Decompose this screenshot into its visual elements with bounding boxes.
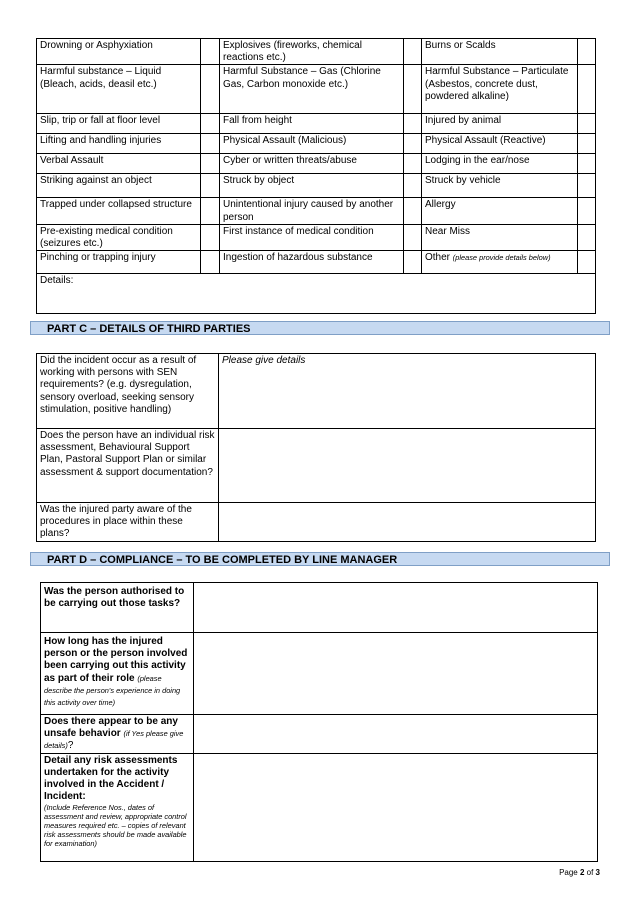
authorised-answer-field[interactable] — [194, 583, 598, 633]
hazard-row — [37, 174, 596, 198]
hazard-row — [37, 134, 596, 154]
hazard-label: Other — [425, 252, 451, 264]
hazard-checkbox[interactable] — [404, 134, 422, 154]
hazard-checkbox[interactable] — [404, 154, 422, 174]
hazard-label: Physical Assault (Reactive) — [422, 134, 578, 154]
compliance-row — [41, 753, 598, 861]
hazard-label: Burns or Scalds — [422, 39, 578, 65]
procedures-awareness-question: Was the injured party aware of the procedures in place within these plans? — [37, 503, 219, 542]
hazard-row — [37, 114, 596, 134]
hazard-checkbox[interactable] — [578, 39, 596, 65]
risk-assessments-question-cell — [41, 753, 194, 861]
hazard-label: Struck by vehicle — [422, 174, 578, 198]
hazard-label: Near Miss — [422, 224, 578, 250]
unsafe-behavior-question-cell — [41, 715, 194, 754]
hazard-checkbox[interactable] — [404, 251, 422, 274]
hazard-label: Harmful Substance – Gas (Chlorine Gas, Carbon monoxide etc.) — [220, 65, 404, 114]
compliance-row — [41, 583, 598, 633]
hazard-checkbox[interactable] — [404, 198, 422, 224]
hazard-checkbox[interactable] — [578, 174, 596, 198]
hazard-checkbox[interactable] — [201, 198, 220, 224]
third-parties-table — [36, 353, 596, 542]
hazard-checkbox[interactable] — [404, 39, 422, 65]
hazard-label: Unintentional injury caused by another person — [220, 198, 404, 224]
experience-answer-field[interactable] — [194, 633, 598, 715]
hazard-checkbox[interactable] — [578, 251, 596, 274]
hazard-checkbox[interactable] — [578, 198, 596, 224]
hazard-checkbox[interactable] — [201, 65, 220, 114]
hazard-label: Striking against an object — [37, 174, 201, 198]
hazard-label: Struck by object — [220, 174, 404, 198]
hazard-checkbox[interactable] — [404, 174, 422, 198]
details-label: Details: — [40, 275, 74, 287]
hazard-label: Harmful substance – Liquid (Bleach, acids, deasil etc.) — [37, 65, 201, 114]
hazard-checkbox[interactable] — [201, 224, 220, 250]
hazard-checkbox[interactable] — [578, 224, 596, 250]
sen-details-field[interactable]: Please give details — [219, 354, 596, 429]
hazard-row — [37, 154, 596, 174]
hazard-row — [37, 198, 596, 224]
hazard-checkbox[interactable] — [201, 114, 220, 134]
hazard-label: Harmful Substance – Particulate (Asbestos, concrete dust, powdered alkaline) — [422, 65, 578, 114]
hazard-checkbox[interactable] — [578, 154, 596, 174]
hazard-row — [37, 224, 596, 250]
procedures-awareness-answer-field[interactable] — [219, 503, 596, 542]
authorised-question: Was the person authorised to be carrying out those tasks? — [41, 583, 194, 633]
hazard-checkbox[interactable] — [578, 65, 596, 114]
hazard-label: First instance of medical condition — [220, 224, 404, 250]
page-number: Page 2 of 3 — [559, 868, 600, 877]
hazard-label: Injured by animal — [422, 114, 578, 134]
unsafe-behavior-question-mark: ? — [67, 740, 74, 752]
hazard-label: Lodging in the ear/nose — [422, 154, 578, 174]
hazard-checkbox[interactable] — [404, 114, 422, 134]
hazard-label: Verbal Assault — [37, 154, 201, 174]
hazard-table — [36, 38, 596, 314]
hazard-checkbox[interactable] — [201, 251, 220, 274]
risk-assessments-answer-field[interactable] — [194, 753, 598, 861]
hazard-label: Pinching or trapping injury — [37, 251, 201, 274]
part-d-heading: PART D – COMPLIANCE – TO BE COMPLETED BY LINE MANAGER — [30, 552, 610, 566]
hazard-row — [37, 251, 596, 274]
experience-question: How long has the injured person or the person involved been carrying out this activity as part of their role — [44, 636, 188, 684]
compliance-row — [41, 633, 598, 715]
hazard-row — [37, 65, 596, 114]
hazard-checkbox[interactable] — [201, 154, 220, 174]
sen-question: Did the incident occur as a result of working with persons with SEN requirements? (e.g. dysregulation, sensory overload, seeking sensory stimulation, positive handling) — [37, 354, 219, 429]
unsafe-behavior-question: Does there appear to be any unsafe behavior — [44, 716, 178, 740]
hazard-checkbox[interactable] — [578, 134, 596, 154]
hazard-label: Physical Assault (Malicious) — [220, 134, 404, 154]
hazard-label: Drowning or Asphyxiation — [37, 39, 201, 65]
experience-note: (please describe the person's experience in doing this activity over time) — [44, 673, 181, 708]
hazard-label: Ingestion of hazardous substance — [220, 251, 404, 274]
risk-assessment-question: Does the person have an individual risk assessment, Behavioural Support Plan, Pastoral Support Plan or similar assessment & support documentation? — [37, 429, 219, 503]
hazard-checkbox[interactable] — [404, 224, 422, 250]
unsafe-behavior-answer-field[interactable] — [194, 715, 598, 754]
details-field[interactable] — [37, 274, 596, 314]
risk-assessments-question: Detail any risk assessments undertaken for the activity involved in the Accident / Incident: — [44, 754, 178, 803]
other-note: (please provide details below) — [452, 253, 551, 263]
third-party-row — [37, 354, 596, 429]
hazard-label: Explosives (fireworks, chemical reactions etc.) — [220, 39, 404, 65]
hazard-label: Cyber or written threats/abuse — [220, 154, 404, 174]
hazard-label: Allergy — [422, 198, 578, 224]
hazard-label: Trapped under collapsed structure — [37, 198, 201, 224]
hazard-checkbox[interactable] — [201, 39, 220, 65]
hazard-checkbox[interactable] — [578, 114, 596, 134]
compliance-row — [41, 715, 598, 754]
risk-assessment-answer-field[interactable] — [219, 429, 596, 503]
hazard-label: Fall from height — [220, 114, 404, 134]
risk-assessments-note: (Include Reference Nos., dates of assessment and review, appropriate control measures required etc. – copies of relevant risk assessments should be made available for examination) — [44, 803, 187, 849]
hazard-checkbox[interactable] — [404, 65, 422, 114]
hazard-checkbox[interactable] — [201, 174, 220, 198]
third-party-row — [37, 429, 596, 503]
compliance-table — [40, 582, 598, 862]
hazard-other-cell — [422, 251, 578, 274]
unsafe-behavior-note: (if Yes please give details) — [44, 729, 184, 751]
hazard-checkbox[interactable] — [201, 134, 220, 154]
hazard-row — [37, 39, 596, 65]
part-c-heading: PART C – DETAILS OF THIRD PARTIES — [30, 321, 610, 335]
third-party-row — [37, 503, 596, 542]
hazard-label: Slip, trip or fall at floor level — [37, 114, 201, 134]
experience-question-cell — [41, 633, 194, 715]
details-row — [37, 274, 596, 314]
hazard-label: Pre-existing medical condition (seizures etc.) — [37, 224, 201, 250]
hazard-label: Lifting and handling injuries — [37, 134, 201, 154]
